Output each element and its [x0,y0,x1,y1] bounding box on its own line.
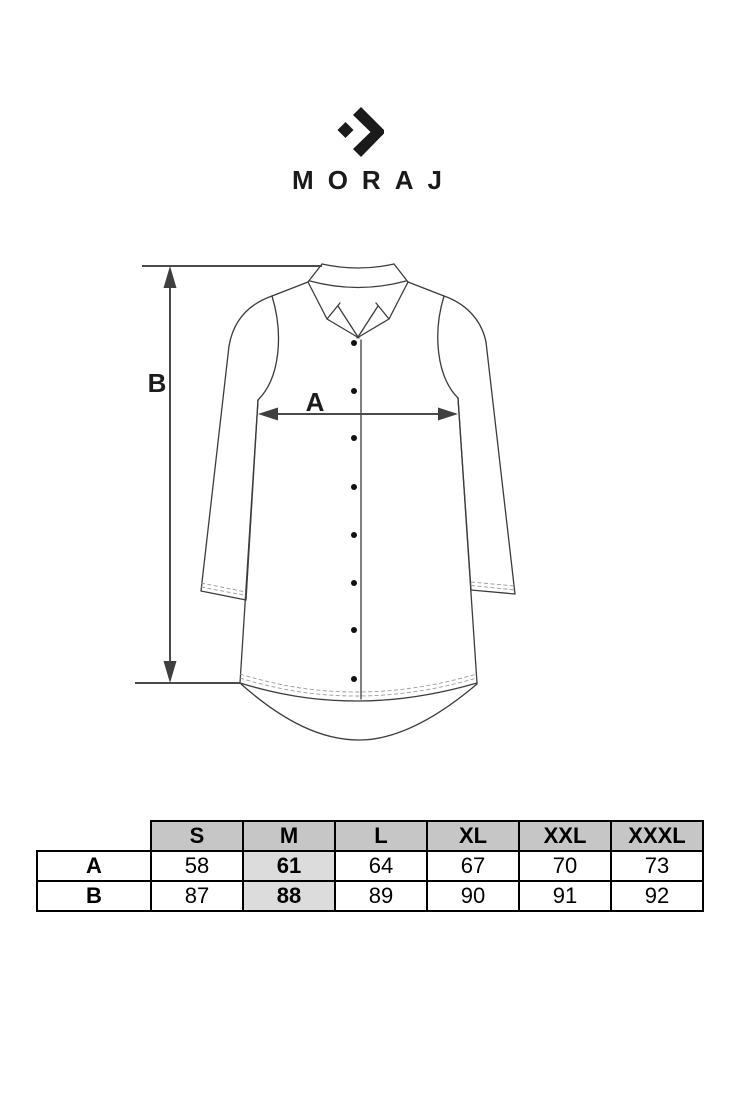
measurement-lines [135,266,454,683]
measurement-cell: 87 [151,881,243,911]
size-column-header-l: L [335,821,427,851]
size-column-header-xl: XL [427,821,519,851]
button-dots [351,340,357,682]
size-table [36,820,704,912]
table-row-a [37,851,703,881]
size-column-header-s: S [151,821,243,851]
measurement-cell-highlighted: 88 [243,881,335,911]
brand-name: MORAJ [292,165,456,195]
length-measure-label: B [147,368,167,398]
stitch-lines [201,582,515,696]
measurement-cell: 91 [519,881,611,911]
size-table-blank-corner [37,821,151,851]
measurement-cell-highlighted: 61 [243,851,335,881]
size-column-header-xxxl: XXXL [611,821,703,851]
measurement-cell: 70 [519,851,611,881]
row-label-b: B [37,881,151,911]
measurement-cell: 64 [335,851,427,881]
measurement-arrowheads [164,266,459,683]
length-arrowhead-down [164,661,177,683]
table-row-b [37,881,703,911]
width-arrowhead-left [258,408,278,421]
row-label-a: A [37,851,151,881]
measurement-cell: 73 [611,851,703,881]
measurement-cell: 90 [427,881,519,911]
measurement-cell: 58 [151,851,243,881]
size-column-header-m: M [243,821,335,851]
width-arrowhead-right [438,408,458,421]
measurement-cell: 92 [611,881,703,911]
measurement-cell: 67 [427,851,519,881]
width-measure-label: A [305,387,325,417]
shirt-outline [201,264,515,740]
length-arrowhead-up [164,266,177,288]
size-table-header-row [37,821,703,851]
measurement-cell: 89 [335,881,427,911]
size-column-header-xxl: XXL [519,821,611,851]
